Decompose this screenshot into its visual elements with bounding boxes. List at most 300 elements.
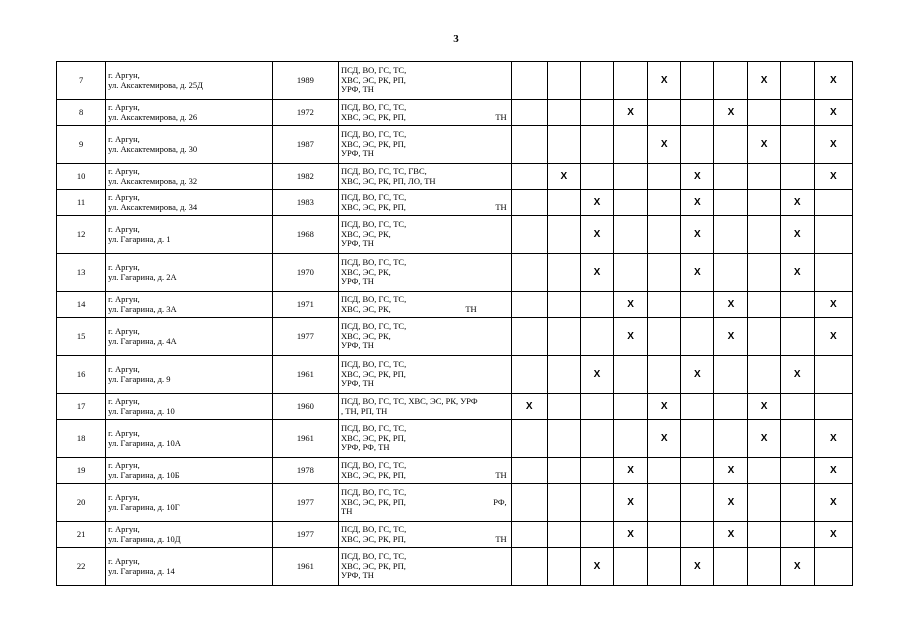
table-row — [57, 126, 853, 164]
mark-cell-8: X — [748, 126, 780, 164]
mark-cell-4 — [614, 394, 648, 420]
mark-cell-4 — [614, 216, 648, 254]
works-cell — [339, 164, 512, 190]
page-number: 3 — [453, 33, 459, 45]
mark-cell-6: X — [681, 356, 714, 394]
address-line: ул. Аксактемирова, д. 25Д — [108, 79, 203, 90]
address-line: ул. Гагарина, д. 9 — [108, 373, 171, 384]
table-row — [57, 216, 853, 254]
mark-cell-3 — [580, 292, 613, 318]
works-cell — [339, 292, 512, 318]
mark-cell-10 — [814, 254, 852, 292]
works-text: УРФ, ТН — [341, 238, 374, 249]
build-year: 1961 — [272, 420, 338, 458]
works-text: УРФ, ТН — [341, 276, 374, 287]
mark-cell-5 — [648, 548, 681, 586]
mark-cell-9 — [780, 420, 814, 458]
address-line: г. Аргун, — [108, 395, 140, 406]
mark-cell-1 — [511, 164, 547, 190]
mark-cell-3: X — [580, 190, 613, 216]
mark-cell-8: X — [748, 394, 780, 420]
mark-cell-7: X — [714, 318, 748, 356]
mark-cell-4 — [614, 164, 648, 190]
mark-cell-4 — [614, 420, 648, 458]
works-cell — [339, 394, 512, 420]
build-year: 1961 — [272, 356, 338, 394]
works-text: ПСД, ВО, ГС, ТС, — [341, 487, 407, 498]
works-text: ПСД, ВО, ГС, ТС, — [341, 423, 407, 434]
mark-cell-9 — [780, 458, 814, 484]
build-year: 1977 — [272, 522, 338, 548]
mark-cell-7: X — [714, 522, 748, 548]
works-cell — [339, 484, 512, 522]
address-line: ул. Аксактемирова, д. 32 — [108, 175, 198, 186]
table-row — [57, 62, 853, 100]
address-cell — [106, 190, 273, 216]
mark-cell-7 — [714, 254, 748, 292]
mark-cell-6: X — [681, 190, 714, 216]
works-cell — [339, 356, 512, 394]
address-line: ул. Гагарина, д. 1 — [108, 233, 171, 244]
mark-cell-9 — [780, 100, 814, 126]
mark-cell-3 — [580, 318, 613, 356]
mark-cell-3: X — [580, 216, 613, 254]
mark-cell-5: X — [648, 394, 681, 420]
mark-cell-10: X — [814, 318, 852, 356]
row-number: 15 — [57, 318, 106, 356]
works-text: ПСД, ВО, ГС, ТС, — [341, 129, 407, 140]
works-line — [341, 85, 507, 95]
address-cell — [106, 62, 273, 100]
mark-cell-2: X — [547, 164, 580, 190]
mark-cell-6: X — [681, 548, 714, 586]
address-line: г. Аргун, — [108, 69, 140, 80]
works-text: ХВС, ЭС, РК, РП, — [341, 496, 406, 507]
works-line — [341, 113, 507, 123]
works-text: УРФ, РФ, ТН — [341, 442, 390, 453]
row-number: 19 — [57, 458, 106, 484]
mark-cell-7 — [714, 216, 748, 254]
mark-cell-5 — [648, 254, 681, 292]
mark-cell-8 — [748, 254, 780, 292]
table-row — [57, 254, 853, 292]
mark-cell-7: X — [714, 100, 748, 126]
address-line: ул. Гагарина, д. 10Б — [108, 469, 180, 480]
mark-cell-5 — [648, 522, 681, 548]
works-text: ХВС, ЭС, РК, РП, — [341, 560, 406, 571]
mark-cell-7 — [714, 190, 748, 216]
works-line — [341, 407, 507, 417]
works-tail: ТН — [465, 303, 477, 314]
mark-cell-8 — [748, 318, 780, 356]
mark-cell-5 — [648, 292, 681, 318]
address-cell — [106, 356, 273, 394]
works-cell — [339, 522, 512, 548]
works-text: ХВС, ЭС, РК, РП, — [341, 432, 406, 443]
works-text: ПСД, ВО, ГС, ТС, — [341, 65, 407, 76]
mark-cell-9: X — [780, 254, 814, 292]
mark-cell-6 — [681, 394, 714, 420]
mark-cell-8: X — [748, 62, 780, 100]
mark-cell-4 — [614, 254, 648, 292]
mark-cell-2 — [547, 522, 580, 548]
build-year: 1961 — [272, 548, 338, 586]
mark-cell-8: X — [748, 420, 780, 458]
mark-cell-8 — [748, 216, 780, 254]
works-line — [341, 277, 507, 287]
row-number: 18 — [57, 420, 106, 458]
table-row — [57, 292, 853, 318]
row-number: 14 — [57, 292, 106, 318]
table-row — [57, 548, 853, 586]
works-cell — [339, 548, 512, 586]
address-cell — [106, 484, 273, 522]
mark-cell-2 — [547, 126, 580, 164]
address-line: г. Аргун, — [108, 555, 140, 566]
address-line: г. Аргун, — [108, 491, 140, 502]
mark-cell-10: X — [814, 164, 852, 190]
mark-cell-6 — [681, 318, 714, 356]
mark-cell-2 — [547, 458, 580, 484]
mark-cell-9 — [780, 394, 814, 420]
mark-cell-4 — [614, 548, 648, 586]
mark-cell-3 — [580, 164, 613, 190]
works-line — [341, 203, 507, 213]
mark-cell-9: X — [780, 190, 814, 216]
mark-cell-10 — [814, 394, 852, 420]
address-line: г. Аргун, — [108, 325, 140, 336]
mark-cell-2 — [547, 190, 580, 216]
mark-cell-9: X — [780, 216, 814, 254]
mark-cell-10: X — [814, 62, 852, 100]
mark-cell-10: X — [814, 522, 852, 548]
mark-cell-1 — [511, 190, 547, 216]
works-text: УРФ, ТН — [341, 378, 374, 389]
build-year: 1983 — [272, 190, 338, 216]
works-text: ПСД, ВО, ГС, ТС, — [341, 551, 407, 562]
mark-cell-5: X — [648, 420, 681, 458]
build-year: 1982 — [272, 164, 338, 190]
works-text: ПСД, ВО, ГС, ТС, — [341, 459, 407, 470]
mark-cell-7 — [714, 420, 748, 458]
mark-cell-2 — [547, 292, 580, 318]
row-number: 7 — [57, 62, 106, 100]
mark-cell-10: X — [814, 484, 852, 522]
works-text: ХВС, ЭС, РК, РП, ЛО, ТН — [341, 175, 436, 186]
works-cell — [339, 216, 512, 254]
address-line: г. Аргун, — [108, 165, 140, 176]
works-cell — [339, 254, 512, 292]
works-cell — [339, 100, 512, 126]
address-line: ул. Гагарина, д. 10 — [108, 405, 175, 416]
address-line: ул. Гагарина, д. 10Д — [108, 533, 181, 544]
mark-cell-9: X — [780, 548, 814, 586]
address-cell — [106, 458, 273, 484]
works-text: УРФ, ТН — [341, 570, 374, 581]
mark-cell-7: X — [714, 484, 748, 522]
build-year: 1971 — [272, 292, 338, 318]
row-number: 10 — [57, 164, 106, 190]
address-line: г. Аргун, — [108, 523, 140, 534]
address-line: г. Аргун, — [108, 223, 140, 234]
row-number: 22 — [57, 548, 106, 586]
works-cell — [339, 458, 512, 484]
address-cell — [106, 394, 273, 420]
row-number: 21 — [57, 522, 106, 548]
mark-cell-10: X — [814, 458, 852, 484]
mark-cell-1 — [511, 458, 547, 484]
mark-cell-1 — [511, 254, 547, 292]
mark-cell-5 — [648, 356, 681, 394]
address-cell — [106, 548, 273, 586]
works-text: ХВС, ЭС, РК, РП, — [341, 74, 406, 85]
address-line: ул. Аксактемирова, д. 30 — [108, 143, 198, 154]
mark-cell-5 — [648, 164, 681, 190]
mark-cell-5 — [648, 100, 681, 126]
mark-cell-4: X — [614, 292, 648, 318]
works-line — [341, 149, 507, 159]
works-text: ХВС, ЭС, РК, — [341, 303, 391, 314]
mark-cell-10 — [814, 548, 852, 586]
mark-cell-5: X — [648, 126, 681, 164]
works-text: ХВС, ЭС, РК, РП, — [341, 368, 406, 379]
mark-cell-8 — [748, 522, 780, 548]
mark-cell-1 — [511, 62, 547, 100]
address-cell — [106, 216, 273, 254]
mark-cell-2 — [547, 216, 580, 254]
address-line: ул. Гагарина, д. 14 — [108, 565, 175, 576]
address-line: ул. Гагарина, д. 3А — [108, 303, 177, 314]
address-cell — [106, 100, 273, 126]
mark-cell-1 — [511, 318, 547, 356]
row-number: 13 — [57, 254, 106, 292]
mark-cell-9 — [780, 318, 814, 356]
table-row — [57, 100, 853, 126]
mark-cell-10: X — [814, 100, 852, 126]
works-text: УРФ, ТН — [341, 148, 374, 159]
address-line: ул. Аксактемирова, д. 34 — [108, 201, 198, 212]
address-line: ул. Аксактемирова, д. 26 — [108, 111, 198, 122]
address-line: г. Аргун, — [108, 101, 140, 112]
mark-cell-9 — [780, 164, 814, 190]
mark-cell-1 — [511, 420, 547, 458]
works-line — [341, 507, 507, 517]
works-text: ТН — [341, 506, 353, 517]
mark-cell-1 — [511, 126, 547, 164]
mark-cell-2 — [547, 548, 580, 586]
works-line — [341, 571, 507, 581]
works-text: ПСД, ВО, ГС, ТС, — [341, 293, 407, 304]
address-cell — [106, 420, 273, 458]
works-text: ПСД, ВО, ГС, ТС, ХВС, ЭС, РК, УРФ — [341, 395, 478, 406]
works-cell — [339, 126, 512, 164]
mark-cell-1: X — [511, 394, 547, 420]
mark-cell-6: X — [681, 254, 714, 292]
mark-cell-8 — [748, 100, 780, 126]
works-text: ПСД, ВО, ГС, ТС, — [341, 523, 407, 534]
address-cell — [106, 164, 273, 190]
mark-cell-9: X — [780, 356, 814, 394]
mark-cell-6 — [681, 62, 714, 100]
address-line: г. Аргун, — [108, 261, 140, 272]
mark-cell-4 — [614, 190, 648, 216]
mark-cell-6 — [681, 100, 714, 126]
works-text: ПСД, ВО, ГС, ТС, — [341, 101, 407, 112]
mark-cell-1 — [511, 292, 547, 318]
table-row — [57, 394, 853, 420]
mark-cell-1 — [511, 548, 547, 586]
mark-cell-2 — [547, 254, 580, 292]
address-line: ул. Гагарина, д. 10А — [108, 437, 181, 448]
table-row — [57, 420, 853, 458]
mark-cell-4: X — [614, 318, 648, 356]
mark-cell-6 — [681, 522, 714, 548]
mark-cell-4 — [614, 126, 648, 164]
build-year: 1977 — [272, 318, 338, 356]
address-line: г. Аргун, — [108, 363, 140, 374]
address-line: ул. Гагарина, д. 2А — [108, 271, 177, 282]
mark-cell-10: X — [814, 420, 852, 458]
address-line: г. Аргун, — [108, 293, 140, 304]
mark-cell-4 — [614, 356, 648, 394]
address-cell — [106, 126, 273, 164]
works-tail: РФ, — [493, 496, 507, 507]
works-text: ХВС, ЭС, РК, РП, — [341, 111, 406, 122]
build-year: 1977 — [272, 484, 338, 522]
build-year: 1978 — [272, 458, 338, 484]
mark-cell-10 — [814, 190, 852, 216]
mark-cell-7: X — [714, 458, 748, 484]
mark-cell-3 — [580, 484, 613, 522]
table-row — [57, 318, 853, 356]
mark-cell-3: X — [580, 356, 613, 394]
mark-cell-7: X — [714, 292, 748, 318]
row-number: 16 — [57, 356, 106, 394]
mark-cell-1 — [511, 100, 547, 126]
works-text: ПСД, ВО, ГС, ТС, — [341, 321, 407, 332]
address-line: г. Аргун, — [108, 459, 140, 470]
works-text: ХВС, ЭС, РК, — [341, 266, 391, 277]
mark-cell-5: X — [648, 62, 681, 100]
works-text: ХВС, ЭС, РК, РП, — [341, 138, 406, 149]
mark-cell-8 — [748, 548, 780, 586]
table-row — [57, 484, 853, 522]
mark-cell-1 — [511, 216, 547, 254]
mark-cell-3 — [580, 420, 613, 458]
build-year: 1960 — [272, 394, 338, 420]
mark-cell-3: X — [580, 254, 613, 292]
works-cell — [339, 190, 512, 216]
mark-cell-6 — [681, 420, 714, 458]
works-tail: ТН — [495, 201, 507, 212]
mark-cell-2 — [547, 484, 580, 522]
mark-cell-3 — [580, 62, 613, 100]
build-year: 1987 — [272, 126, 338, 164]
schedule-table — [56, 61, 853, 586]
works-line — [341, 177, 507, 187]
row-number: 12 — [57, 216, 106, 254]
works-text: ХВС, ЭС, РК, — [341, 228, 391, 239]
works-tail: ТН — [495, 533, 507, 544]
works-cell — [339, 62, 512, 100]
address-cell — [106, 254, 273, 292]
mark-cell-7 — [714, 394, 748, 420]
mark-cell-3 — [580, 458, 613, 484]
works-text: ПСД, ВО, ГС, ТС, — [341, 359, 407, 370]
mark-cell-2 — [547, 394, 580, 420]
mark-cell-4: X — [614, 484, 648, 522]
works-line — [341, 341, 507, 351]
works-line — [341, 443, 507, 453]
mark-cell-4: X — [614, 458, 648, 484]
address-line: г. Аргун, — [108, 427, 140, 438]
works-line — [341, 379, 507, 389]
address-cell — [106, 318, 273, 356]
address-line: ул. Гагарина, д. 4А — [108, 335, 177, 346]
address-line: г. Аргун, — [108, 191, 140, 202]
works-text: ПСД, ВО, ГС, ТС, — [341, 257, 407, 268]
mark-cell-6 — [681, 292, 714, 318]
build-year: 1989 — [272, 62, 338, 100]
address-cell — [106, 522, 273, 548]
address-line: г. Аргун, — [108, 133, 140, 144]
mark-cell-9 — [780, 62, 814, 100]
schedule-table-body — [57, 62, 853, 586]
mark-cell-2 — [547, 318, 580, 356]
mark-cell-9 — [780, 484, 814, 522]
mark-cell-10: X — [814, 126, 852, 164]
mark-cell-6 — [681, 126, 714, 164]
mark-cell-3: X — [580, 548, 613, 586]
mark-cell-6: X — [681, 164, 714, 190]
works-line — [341, 498, 507, 508]
works-line — [341, 239, 507, 249]
works-text: УРФ, ТН — [341, 340, 374, 351]
works-tail: ТН — [495, 469, 507, 480]
build-year: 1970 — [272, 254, 338, 292]
mark-cell-9 — [780, 522, 814, 548]
mark-cell-10 — [814, 216, 852, 254]
mark-cell-7 — [714, 356, 748, 394]
row-number: 17 — [57, 394, 106, 420]
mark-cell-3 — [580, 100, 613, 126]
mark-cell-5 — [648, 458, 681, 484]
works-text: ХВС, ЭС, РК, — [341, 330, 391, 341]
mark-cell-8 — [748, 458, 780, 484]
mark-cell-4: X — [614, 100, 648, 126]
works-line — [341, 305, 507, 315]
build-year: 1972 — [272, 100, 338, 126]
build-year: 1968 — [272, 216, 338, 254]
mark-cell-6 — [681, 458, 714, 484]
row-number: 8 — [57, 100, 106, 126]
mark-cell-1 — [511, 522, 547, 548]
mark-cell-8 — [748, 190, 780, 216]
mark-cell-3 — [580, 394, 613, 420]
works-text: ПСД, ВО, ГС, ТС, — [341, 191, 407, 202]
mark-cell-5 — [648, 484, 681, 522]
works-text: ХВС, ЭС, РК, РП, — [341, 469, 406, 480]
mark-cell-5 — [648, 190, 681, 216]
works-text: ХВС, ЭС, РК, РП, — [341, 201, 406, 212]
mark-cell-2 — [547, 100, 580, 126]
mark-cell-6 — [681, 484, 714, 522]
address-line: ул. Гагарина, д. 10Г — [108, 501, 180, 512]
mark-cell-1 — [511, 484, 547, 522]
mark-cell-3 — [580, 522, 613, 548]
mark-cell-2 — [547, 356, 580, 394]
works-line — [341, 535, 507, 545]
